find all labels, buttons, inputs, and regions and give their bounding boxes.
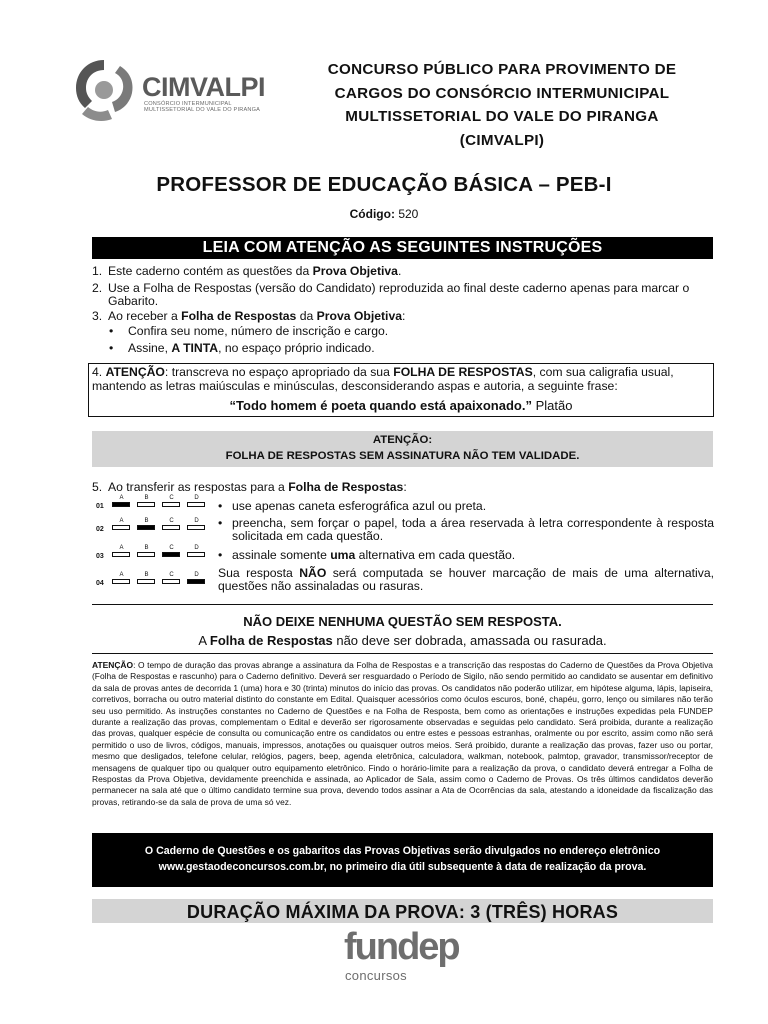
instruction-4-text: : transcreva no espaço apropriado da sua	[164, 365, 394, 379]
instruction-5-bullet-2-text: preencha, sem forçar o papel, toda a área reservada à letra correspondente à resposta solicitada em cada questão.	[232, 516, 714, 544]
instruction-4-text-end: , com sua caligrafia usual, mantendo as letras maiúsculas e minúsculas, desconsiderando aspas e autoria, a seguinte frase:	[92, 365, 674, 393]
no-fold-warning-text: A	[198, 633, 210, 648]
answer-sample-letter: C	[169, 495, 174, 501]
transcription-phrase	[89, 398, 713, 413]
exam-code	[0, 207, 768, 221]
results-notice-line-1: O Caderno de Questões e os gabaritos das Provas Objetivas serão divulgados no endereço eletrônico	[144, 845, 661, 857]
signature-warning-text: FOLHA DE RESPOSTAS SEM ASSINATURA NÃO TEM VALIDADE.	[225, 449, 580, 462]
instruction-2-number: 2.	[92, 281, 103, 295]
instruction-4	[92, 366, 708, 393]
bullet-icon: •	[218, 516, 223, 530]
logo-name: CIMVALPI	[142, 72, 265, 102]
fundep-logo-name: fundep	[344, 926, 459, 968]
instruction-5-bullet-3-bold: uma	[330, 548, 356, 562]
fundep-logo-subtitle: concursos	[345, 968, 407, 983]
exam-code-label: Código:	[349, 207, 395, 221]
instruction-3-bold-2: Prova Objetiva	[316, 309, 403, 323]
contest-title-line-2: CARGOS DO CONSÓRCIO INTERMUNICIPAL	[334, 84, 670, 102]
answer-sample-row	[96, 545, 211, 565]
bullet-icon: •	[218, 499, 223, 513]
instruction-5-bullet-3-text: assinale somente	[232, 548, 331, 562]
bullet-icon: •	[109, 341, 114, 355]
instruction-3-end: :	[402, 309, 406, 323]
answer-bubble-empty	[112, 525, 130, 530]
answer-sample-letter: B	[144, 572, 149, 578]
results-notice-line-2: www.gestaodeconcursos.com.br, no primeiro dia útil subsequente à data de realização da prova.	[158, 860, 647, 873]
answer-bubble-empty	[137, 579, 155, 584]
instruction-3-bullet-2	[109, 342, 375, 355]
answer-bubble-empty	[187, 502, 205, 507]
answer-bubble-empty	[137, 552, 155, 557]
instruction-4-number: 4.	[92, 365, 103, 379]
answer-sample-letter: C	[169, 518, 174, 524]
instruction-2	[92, 282, 714, 309]
answer-bubble-empty	[137, 502, 155, 507]
answer-sample-number: 02	[96, 526, 104, 533]
answer-sample-row	[96, 495, 211, 515]
contest-title-line-1: CONCURSO PÚBLICO PARA PROVIMENTO DE	[327, 61, 677, 78]
bullet-icon: •	[109, 324, 114, 338]
answer-sample-row	[96, 518, 211, 538]
answer-sample-letter: C	[169, 545, 174, 551]
answer-sheet-warning	[92, 612, 713, 650]
answer-bubble-empty	[187, 552, 205, 557]
instruction-3-number: 3.	[92, 309, 103, 323]
instruction-1-end: .	[397, 264, 402, 278]
instruction-1-text: Este caderno contém as questões da	[108, 264, 313, 278]
no-fold-warning	[92, 631, 713, 650]
instruction-5-note	[218, 567, 714, 594]
instruction-1-number: 1.	[92, 264, 103, 278]
instruction-3-bullet-1-text: Confira seu nome, número de inscrição e cargo.	[128, 324, 389, 338]
answer-bubble-filled	[162, 552, 180, 557]
cimvalpi-emblem-icon	[68, 56, 140, 126]
instruction-5	[92, 481, 714, 494]
answer-sample-letter: B	[144, 518, 149, 524]
signature-warning-title: ATENÇÃO:	[372, 434, 433, 446]
instruction-4-box	[88, 363, 714, 417]
instructions-heading: LEIA COM ATENÇÃO AS SEGUINTES INSTRUÇÕES	[92, 237, 713, 259]
answer-sample-letter: D	[194, 545, 199, 551]
results-notice	[92, 833, 713, 887]
instruction-3	[92, 310, 714, 323]
answer-sample-letter: A	[119, 572, 124, 578]
instruction-5-note-bold: NÃO	[299, 566, 327, 580]
instruction-3-bullet-2-text: Assine,	[128, 341, 172, 355]
answer-sample-letter: A	[119, 495, 124, 501]
answer-bubble-empty	[187, 525, 205, 530]
answer-sample-letter: B	[144, 495, 149, 501]
answer-sample-number: 01	[96, 503, 104, 510]
instruction-5-end: :	[403, 480, 407, 494]
answer-sample-letter: D	[194, 572, 199, 578]
logo-subtitle-1: CONSÓRCIO INTERMUNICIPAL	[144, 101, 232, 107]
answer-sample-letter: D	[194, 518, 199, 524]
instruction-3-bold-1: Folha de Respostas	[181, 309, 297, 323]
divider	[92, 604, 713, 605]
no-fold-warning-end: não deve ser dobrada, amassada ou rasurada.	[332, 633, 607, 648]
instruction-5-bullet-2	[218, 517, 714, 544]
cimvalpi-logo	[68, 56, 278, 126]
instruction-5-bullet-3-end: alternativa em cada questão.	[355, 548, 516, 562]
instruction-5-bullet-3	[218, 549, 714, 562]
answer-sample-letter: A	[119, 518, 124, 524]
exam-rules-body: : O tempo de duração das provas abrange a assinatura da Folha de Respostas e a transcrição das respostas do Caderno de Questões da Prova Objetiva (Folha de Respostas e rascunho) para o Caderno definitivo. Deverá ser resguardado o Período de Sigilo, não sendo permitido ao candidato se ausentar em definitivo da sala de provas antes de decorrida 1 (uma) hora e 30 (trinta) minutos do início das provas. Os candidatos não poderão utilizar, em hipótese alguma, lápis, lapiseira, corretivos, borracha ou outro material distinto do constante em Edital. Quaisquer acessórios como óculos escuros, boné, chapéu, gorro, lenço ou similares não terão seu uso permitido. As instruções constantes no Caderno de Questões e na Folha de Resposta, bem como as orientações e instruções expedidas pela FUNDEP durante a realização das provas, complementam o Edital e deverão ser rigorosamente observadas e seguidas pelo candidato. Será proibida, durante a realização das provas, qualquer espécie de consulta ou comunicação entre os candidatos ou entre estes e pessoas estranhas, oralmente ou por escrito, assim como não será permitido o uso de livros, códigos, manuais, impressos, anotações ou quaisquer outros meios. Será proibido, durante a realização das provas, fazer uso ou portar, mesmo que desligados, telefone celular, relógios, pagers, beep, agenda eletrônica, calculadora, walkman, notebook, palmtop, gravador, transmissor/receptor de mensagens de qualquer tipo ou qualquer outro equipamento eletrônico. Findo o horário-limite para a realização da prova, o candidato deverá entregar a Folha de Respostas da Prova Objetiva, devidamente preenchida e assinada, ao Aplicador de Sala, assim como o Caderno de Provas. Os três últimos candidatos deverão permanecer na sala até que o último candidato termine sua prova, devendo todos assinar a Ata de Ocorrências da sala, atestando a idoneidade da fiscalização das provas, retirando-se da sala de prova de uma só vez.	[92, 660, 713, 807]
bullet-icon: •	[218, 548, 223, 562]
no-blank-warning: NÃO DEIXE NENHUMA QUESTÃO SEM RESPOSTA.	[243, 614, 562, 629]
exam-code-value: 520	[398, 207, 419, 221]
contest-title	[284, 58, 720, 152]
answer-sample-letter: D	[194, 495, 199, 501]
logo-subtitle-2: MULTISSETORIAL DO VALE DO PIRANGA	[144, 107, 261, 113]
instruction-4-bold-1: ATENÇÃO	[105, 365, 165, 379]
answer-bubble-empty	[112, 579, 130, 584]
exam-rules-text	[92, 660, 713, 808]
no-fold-warning-bold: Folha de Respostas	[209, 633, 333, 648]
answer-bubble-filled	[187, 579, 205, 584]
exam-rules-label: ATENÇÃO	[92, 660, 134, 670]
exam-title: PROFESSOR DE EDUCAÇÃO BÁSICA – PEB-I	[156, 173, 612, 196]
answer-sample-letter: C	[169, 572, 174, 578]
exam-duration: DURAÇÃO MÁXIMA DA PROVA: 3 (TRÊS) HORAS	[92, 899, 713, 923]
answer-sample-number: 04	[96, 580, 104, 587]
instruction-3-bullet-2-end: , no espaço próprio indicado.	[218, 341, 375, 355]
signature-warning	[92, 431, 713, 467]
answer-bubble-empty	[162, 579, 180, 584]
contest-title-line-3: MULTISSETORIAL DO VALE DO PIRANGA	[345, 108, 659, 125]
instruction-3-mid: da	[296, 309, 317, 323]
instruction-3-bullet-2-bold: A TINTA	[171, 341, 219, 355]
instruction-5-bullet-1-text: use apenas caneta esferográfica azul ou preta.	[232, 499, 487, 513]
instruction-5-note-text: Sua resposta	[218, 566, 300, 580]
answer-bubble-empty	[112, 552, 130, 557]
contest-title-line-4: (CIMVALPI)	[459, 131, 545, 149]
answer-bubble-filled	[137, 525, 155, 530]
answer-sample-letter: A	[119, 545, 124, 551]
instruction-4-bold-2: FOLHA DE RESPOSTAS	[393, 365, 533, 379]
instruction-3-bullet-1	[109, 325, 388, 338]
instruction-1-bold: Prova Objetiva	[312, 264, 398, 278]
instruction-5-number: 5.	[92, 480, 103, 494]
instruction-5-bold: Folha de Respostas	[288, 480, 404, 494]
instruction-5-note-end: será computada se houver marcação de mais de uma alternativa, questões não assinaladas ou rasuras.	[218, 566, 715, 594]
instruction-5-text: Ao transferir as respostas para a	[108, 480, 289, 494]
instruction-2-text: Use a Folha de Respostas (versão do Candidato) reproduzida ao final deste caderno apenas para marcar o Gabarito.	[108, 281, 690, 309]
answer-sample-number: 03	[96, 553, 104, 560]
answer-sample-row	[96, 572, 211, 592]
answer-bubble-filled	[112, 502, 130, 507]
instruction-5-bullet-1	[218, 500, 714, 513]
fundep-logo	[344, 926, 464, 986]
answer-sample-letter: B	[144, 545, 149, 551]
divider	[92, 653, 713, 654]
instruction-3-text: Ao receber a	[108, 309, 182, 323]
answer-bubble-empty	[162, 502, 180, 507]
quote-text: “Todo homem é poeta quando está apaixonado.”	[229, 398, 532, 413]
quote-author: Platão	[531, 398, 573, 413]
instruction-1	[92, 265, 714, 278]
answer-bubble-empty	[162, 525, 180, 530]
